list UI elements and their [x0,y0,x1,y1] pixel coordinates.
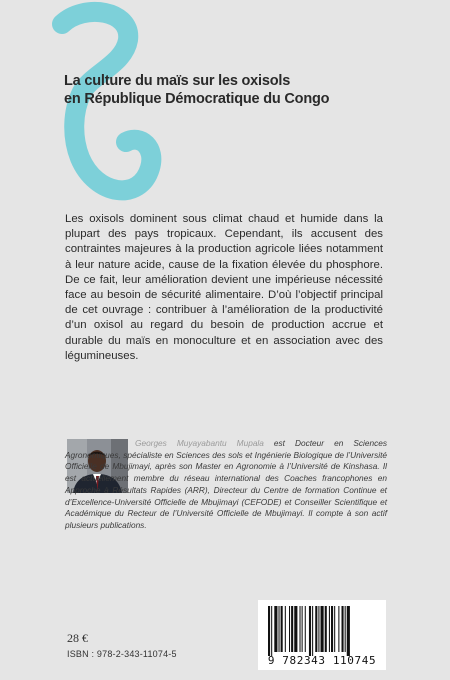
barcode-bar [285,606,286,652]
barcode-bar [315,606,317,652]
barcode-bar [291,606,293,652]
barcode-bar [309,606,311,656]
barcode-bar [305,606,306,652]
barcode-bar [334,606,335,652]
barcode-number: 9 782343 110745 [267,654,377,667]
barcode-bar [338,606,339,652]
isbn: ISBN : 978-2-343-11074-5 [67,649,177,659]
book-title-line-2: en République Démocratique du Congo [64,91,330,107]
barcode-bar [281,606,283,652]
barcode-bar [321,606,324,652]
barcode-bar [279,606,280,652]
barcode-bar [274,606,277,652]
book-summary: Les oxisols dominent sous climat chaud et humide dans la plupart des pays tropicaux. Cependant, ils accusent des contraintes majeures à la production agricole liées notamment à leur nature acide, cause de la fixation élevée du phosphore. De ce fait, leur amélioration devient une impérieuse nécessité face au besoin de sécurité alimentaire. D’où l’objectif principal de cet ouvrage : contribuer à l’amélioration de la productivité d’un oxisol au regard du besoin de production accrue et durable du maïs en monoculture et en association avec des légumineuses. [65,213,383,362]
book-title-line-1: La culture du maïs sur les oxisols [64,73,291,89]
book-title [64,72,384,108]
barcode-bar [345,606,346,652]
barcode-bar [329,606,330,652]
barcode-bar [342,606,344,652]
price: 28 € [67,631,88,645]
barcode-bar [300,606,301,652]
barcode-bar [312,606,313,656]
barcode-bar [325,606,327,652]
barcode-bar [268,606,270,656]
author-bio-text: est Docteur en Sciences Agronomiques, spécialiste en Sciences des sols et Ingénierie Biologique de l’Université Officielle de Mbujimayi, après son Master en Agronomie à l’Université de Kinshasa. Il est actuellement membre du réseau international des Coaches francophones en Approche à Résultats Rapides (ARR), Directeur du Centre de formation Continue et d’Excellence-Université Officielle de Mbujimayi (CEFODE) et Conseiller Scientifique et Académique du Recteur de l’Université Officielle de Mbujimayi. Il compte à son actif plusieurs publications. [65,438,387,530]
barcode-bar [289,606,290,652]
barcode-bar [318,606,319,652]
barcode-bar [347,606,350,656]
barcode-bar [294,606,297,652]
barcode-bar [331,606,333,652]
author-name: Georges Muyayabantu Mupala [135,438,264,448]
barcode-bar [271,606,272,656]
barcode [258,600,386,670]
barcode-bar [302,606,303,652]
author-biography [65,438,387,532]
